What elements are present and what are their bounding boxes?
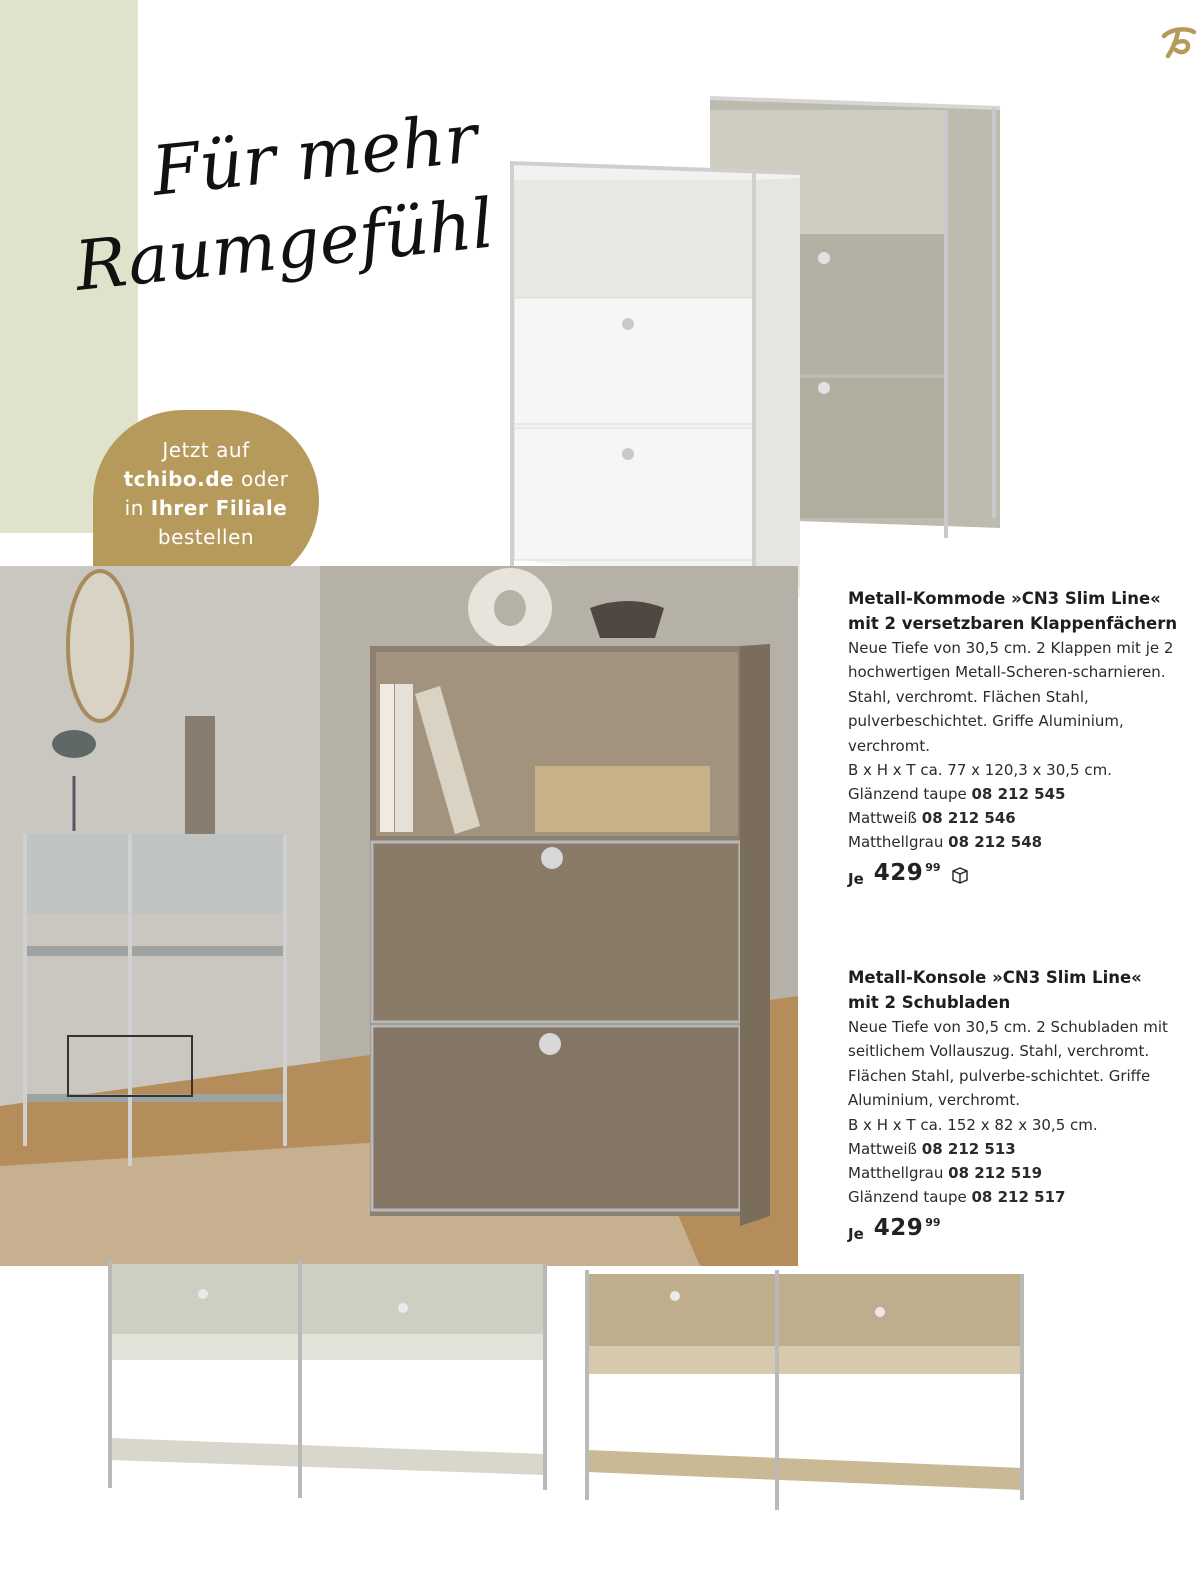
taupe-console	[587, 1270, 1022, 1510]
product-price: Je 429 99	[848, 1214, 941, 1243]
product-title: Metall-Kommode »CN3 Slim Line« mit 2 versetzbaren Klappenfächern	[848, 589, 1178, 633]
product-title: Metall-Konsole »CN3 Slim Line« mit 2 Schubladen	[848, 968, 1142, 1012]
badge-website: tchibo.de	[123, 467, 235, 491]
order-badge: Jetzt auf tchibo.de oder in Ihrer Filiale bestellen	[93, 410, 319, 590]
product-dimensions: B x H x T ca. 77 x 120,3 x 30,5 cm.	[848, 761, 1112, 780]
package-icon	[951, 866, 969, 884]
product-photo-konsole	[95, 1250, 1035, 1550]
product-description: Neue Tiefe von 30,5 cm. 2 Schubladen mit seitlichem Vollauszug. Stahl, verchromt. Flächen Stahl, pulverbe-schichtet. Griffe Aluminium, verchromt.	[848, 1018, 1168, 1110]
headline-line-1: Für mehr	[148, 115, 482, 212]
badge-line-1: Jetzt auf	[162, 438, 250, 462]
variant-row: Glänzend taupe 08 212 517	[848, 1187, 1066, 1206]
product-dimensions: B x H x T ca. 152 x 82 x 30,5 cm.	[848, 1115, 1098, 1134]
variant-row: Matthellgrau 08 212 548	[848, 833, 1043, 852]
headline	[60, 115, 500, 335]
tchibo-logo-icon	[1158, 22, 1198, 62]
product-kommode	[848, 587, 1178, 888]
product-konsole	[848, 966, 1178, 1243]
product-price: Je 429 99	[848, 860, 1178, 888]
room-scene-photo	[0, 566, 798, 1266]
white-cabinet	[510, 163, 800, 600]
product-photo-kommode	[500, 88, 1010, 608]
variant-row: Matthellgrau 08 212 519	[848, 1163, 1043, 1182]
variant-row: Mattweiß 08 212 513	[848, 1139, 1016, 1158]
badge-line-4: bestellen	[157, 525, 255, 549]
headline-line-2: Raumgefühl	[71, 184, 498, 307]
variant-row: Glänzend taupe 08 212 545	[848, 785, 1066, 804]
variant-row: Mattweiß 08 212 546	[848, 809, 1016, 828]
room-taupe-cabinet	[370, 644, 770, 1226]
grey-console	[110, 1260, 545, 1498]
product-description: Neue Tiefe von 30,5 cm. 2 Klappen mit je 2 hochwertigen Metall-Scheren-scharnieren. Stahl, verchromt. Flächen Stahl, pulverbeschichtet. Griffe Aluminium, verchromt.	[848, 639, 1174, 755]
badge-store: Ihrer Filiale	[150, 496, 288, 520]
